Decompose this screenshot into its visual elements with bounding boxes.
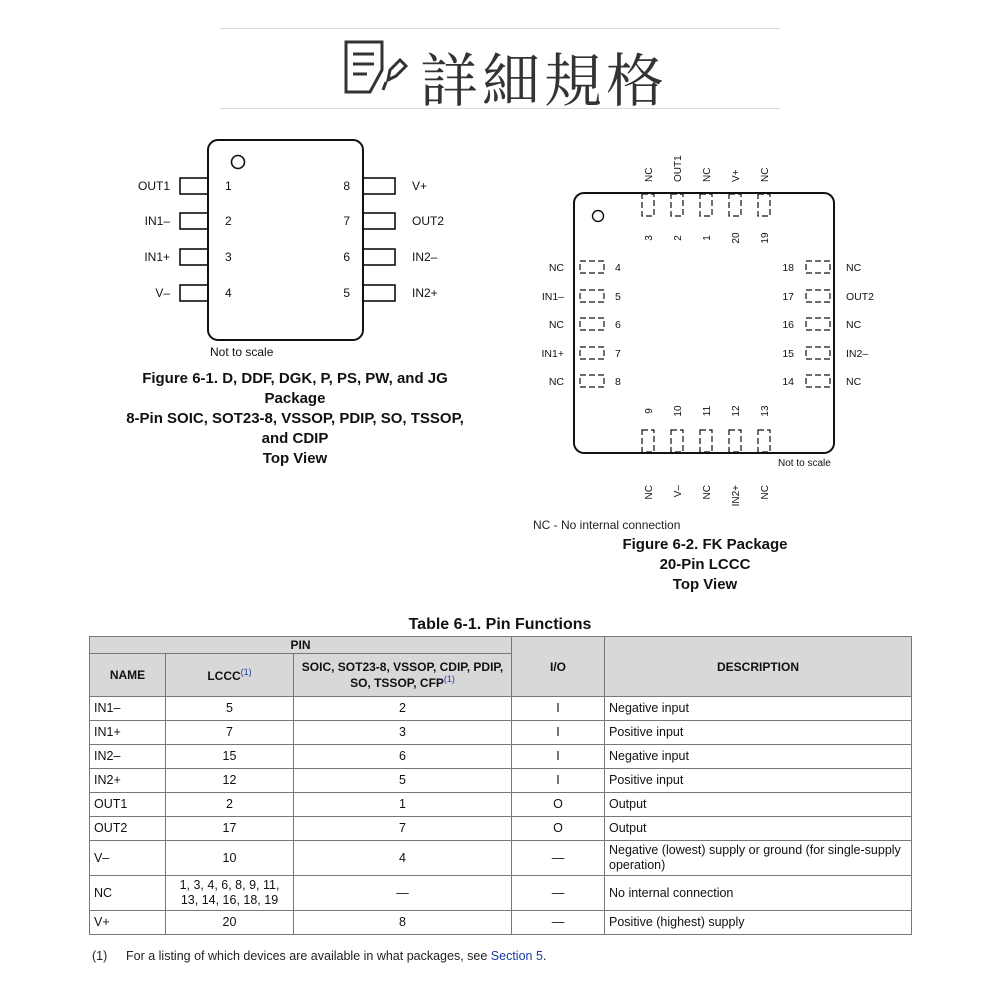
cell-io: I <box>512 721 605 745</box>
pin-name: V– <box>155 286 170 300</box>
cell-lccc: 10 <box>166 841 294 876</box>
cell-name: OUT2 <box>90 817 166 841</box>
cell-description: Negative (lowest) supply or ground (for single-supply operation) <box>605 841 912 876</box>
cell-io: — <box>512 911 605 935</box>
pin-number: 4 <box>615 262 621 274</box>
pin-number: 9 <box>644 408 655 414</box>
pad <box>806 318 830 330</box>
section-link[interactable]: Section 5 <box>490 949 543 963</box>
pin-lead <box>180 249 208 265</box>
cell-name: NC <box>90 876 166 911</box>
cell-description: Positive input <box>605 769 912 793</box>
scale-note: Not to scale <box>778 458 831 469</box>
cell-io: I <box>512 769 605 793</box>
pin1-marker <box>232 156 245 169</box>
pad <box>758 430 770 452</box>
table-row <box>90 769 912 793</box>
pin-number: 8 <box>615 376 621 388</box>
caption-line: 8-Pin SOIC, SOT23-8, VSSOP, PDIP, SO, TSSOP, <box>126 410 464 427</box>
pad <box>580 347 604 359</box>
cell-lccc: 17 <box>166 817 294 841</box>
page-title: 詳細規格 <box>420 47 669 115</box>
pin-name: IN2– <box>846 348 869 360</box>
pin-number: 8 <box>343 179 350 193</box>
pin-number: 7 <box>343 214 350 228</box>
pin-number: 4 <box>225 286 232 300</box>
pad <box>671 430 683 452</box>
cell-soic: 8 <box>294 911 512 935</box>
cell-lccc: 1, 3, 4, 6, 8, 9, 11, 13, 14, 16, 18, 19 <box>166 876 294 911</box>
io-header: I/O <box>512 637 605 697</box>
pad <box>758 194 770 216</box>
table-row <box>90 721 912 745</box>
pin-name: NC <box>760 485 771 500</box>
cell-lccc: 7 <box>166 721 294 745</box>
caption-line: Figure 6-2. FK Package <box>622 536 788 553</box>
footnote <box>92 949 546 963</box>
pin-number: 13 <box>760 405 771 417</box>
pin-number: 20 <box>731 232 742 244</box>
pin-number: 2 <box>673 235 684 241</box>
caption-line: 20-Pin LCCC <box>659 556 751 573</box>
pin-number: 19 <box>760 232 771 244</box>
footnote-text: For a listing of which devices are available in what packages, see <box>126 949 491 963</box>
pin-functions-table <box>89 636 912 935</box>
pin1-marker <box>593 211 604 222</box>
pad <box>642 194 654 216</box>
pin-number: 16 <box>782 319 794 331</box>
pin-number: 15 <box>782 348 794 360</box>
pin-name: NC <box>644 167 655 182</box>
pin-name: V– <box>673 485 684 498</box>
pin-name: NC <box>846 319 862 331</box>
lccc-header-label: LCCC <box>207 669 241 683</box>
cell-description: Positive input <box>605 721 912 745</box>
cell-name: V– <box>90 841 166 876</box>
cell-name: IN2– <box>90 745 166 769</box>
pin-name: NC <box>702 485 713 500</box>
cell-soic: 2 <box>294 697 512 721</box>
pin-number: 7 <box>615 348 621 360</box>
table-row <box>90 911 912 935</box>
cell-name: IN1+ <box>90 721 166 745</box>
pin-lead <box>180 178 208 194</box>
figure1-caption <box>95 369 495 469</box>
table-row <box>90 793 912 817</box>
pin-number: 5 <box>343 286 350 300</box>
pad <box>729 194 741 216</box>
pin-name: IN1+ <box>144 250 170 264</box>
pin-number: 11 <box>702 405 713 417</box>
cell-lccc: 15 <box>166 745 294 769</box>
cell-lccc: 12 <box>166 769 294 793</box>
pin-number: 6 <box>615 319 621 331</box>
pad <box>806 347 830 359</box>
pad <box>700 430 712 452</box>
caption-line: Package <box>264 390 326 407</box>
figure2-caption <box>555 535 855 595</box>
pad <box>806 375 830 387</box>
pad <box>806 261 830 273</box>
cell-lccc: 5 <box>166 697 294 721</box>
pin-number: 1 <box>702 235 713 241</box>
table-row <box>90 841 912 876</box>
pin-name: OUT2 <box>846 291 875 303</box>
pin-name: IN2– <box>412 250 438 264</box>
lccc-header <box>166 654 294 697</box>
soic-header <box>294 654 512 697</box>
pin-name: NC <box>760 167 771 182</box>
caption-line: and CDIP <box>261 430 329 447</box>
pad <box>729 430 741 452</box>
pad <box>671 194 683 216</box>
scale-note: Not to scale <box>210 345 274 359</box>
cell-io: O <box>512 817 605 841</box>
pin-name: NC <box>548 319 564 331</box>
nc-note: NC - No internal connection <box>533 518 681 532</box>
name-header: NAME <box>90 654 166 697</box>
pin-name: OUT2 <box>412 214 445 228</box>
table-row <box>90 876 912 911</box>
pad <box>642 430 654 452</box>
pad <box>806 290 830 302</box>
footnote-end: . <box>542 949 547 963</box>
figure-8pin-package <box>138 140 444 359</box>
pin-lead <box>363 213 395 229</box>
pin-name: IN1– <box>541 291 564 303</box>
description-header: DESCRIPTION <box>605 637 912 697</box>
cell-name: IN2+ <box>90 769 166 793</box>
pin-number: 2 <box>225 214 232 228</box>
pin-lead <box>363 285 395 301</box>
pad <box>580 318 604 330</box>
pin-lead <box>363 249 395 265</box>
soic-header-label: SOIC, SOT23-8, VSSOP, CDIP, PDIP, SO, TSSOP, CFP <box>301 660 504 690</box>
pin-name: IN2+ <box>412 286 438 300</box>
table-row <box>90 697 912 721</box>
pin-name: NC <box>702 167 713 182</box>
cell-soic: 4 <box>294 841 512 876</box>
footnote-ref[interactable]: (1) <box>443 674 455 684</box>
footnote-number: (1) <box>92 949 108 963</box>
cell-io: I <box>512 697 605 721</box>
pin-name: IN2+ <box>731 485 742 507</box>
cell-io: I <box>512 745 605 769</box>
pin-group-header: PIN <box>90 637 512 654</box>
pin-number: 5 <box>615 291 621 303</box>
pin-name: OUT1 <box>137 179 170 193</box>
cell-soic: — <box>294 876 512 911</box>
figure-20pin-lccc <box>542 155 875 507</box>
cell-description: Positive (highest) supply <box>605 911 912 935</box>
pad <box>580 375 604 387</box>
cell-description: Negative input <box>605 697 912 721</box>
cell-soic: 6 <box>294 745 512 769</box>
caption-line: Figure 6-1. D, DDF, DGK, P, PS, PW, and JG <box>142 370 448 387</box>
cell-io: — <box>512 876 605 911</box>
pin-number: 14 <box>782 376 794 388</box>
cell-soic: 1 <box>294 793 512 817</box>
pin-number: 10 <box>673 405 684 417</box>
cell-description: Negative input <box>605 745 912 769</box>
cell-name: V+ <box>90 911 166 935</box>
pin-number: 6 <box>343 250 350 264</box>
cell-lccc: 20 <box>166 911 294 935</box>
pin-lead <box>363 178 395 194</box>
caption-line: Top View <box>672 576 738 593</box>
cell-soic: 3 <box>294 721 512 745</box>
cell-soic: 7 <box>294 817 512 841</box>
pad <box>700 194 712 216</box>
cell-soic: 5 <box>294 769 512 793</box>
table-row <box>90 817 912 841</box>
pin-number: 12 <box>731 405 742 417</box>
cell-description: Output <box>605 793 912 817</box>
pin-name: V+ <box>731 169 742 182</box>
pin-name: V+ <box>412 179 428 193</box>
pin-lead <box>180 213 208 229</box>
cell-lccc: 2 <box>166 793 294 817</box>
pin-lead <box>180 285 208 301</box>
pin-number: 17 <box>782 291 794 303</box>
cell-io: O <box>512 793 605 817</box>
package-body <box>208 140 363 340</box>
pin-name: NC <box>548 262 564 274</box>
table-row <box>90 745 912 769</box>
pin-name: NC <box>846 262 862 274</box>
pad <box>580 261 604 273</box>
footnote-ref[interactable]: (1) <box>240 667 252 677</box>
pin-name: NC <box>548 376 564 388</box>
pin-name: IN1+ <box>541 348 564 360</box>
table-title: Table 6-1. Pin Functions <box>408 616 592 633</box>
cell-name: IN1– <box>90 697 166 721</box>
pin-name: OUT1 <box>673 155 684 182</box>
cell-description: No internal connection <box>605 876 912 911</box>
pin-name: NC <box>644 485 655 500</box>
pin-number: 3 <box>225 250 232 264</box>
pin-number: 18 <box>782 262 794 274</box>
pin-number: 1 <box>225 179 232 193</box>
caption-line: Top View <box>262 450 328 467</box>
cell-description: Output <box>605 817 912 841</box>
pad <box>580 290 604 302</box>
pin-name: IN1– <box>144 214 170 228</box>
cell-io: — <box>512 841 605 876</box>
pin-number: 3 <box>644 235 655 241</box>
pin-name: NC <box>846 376 862 388</box>
cell-name: OUT1 <box>90 793 166 817</box>
